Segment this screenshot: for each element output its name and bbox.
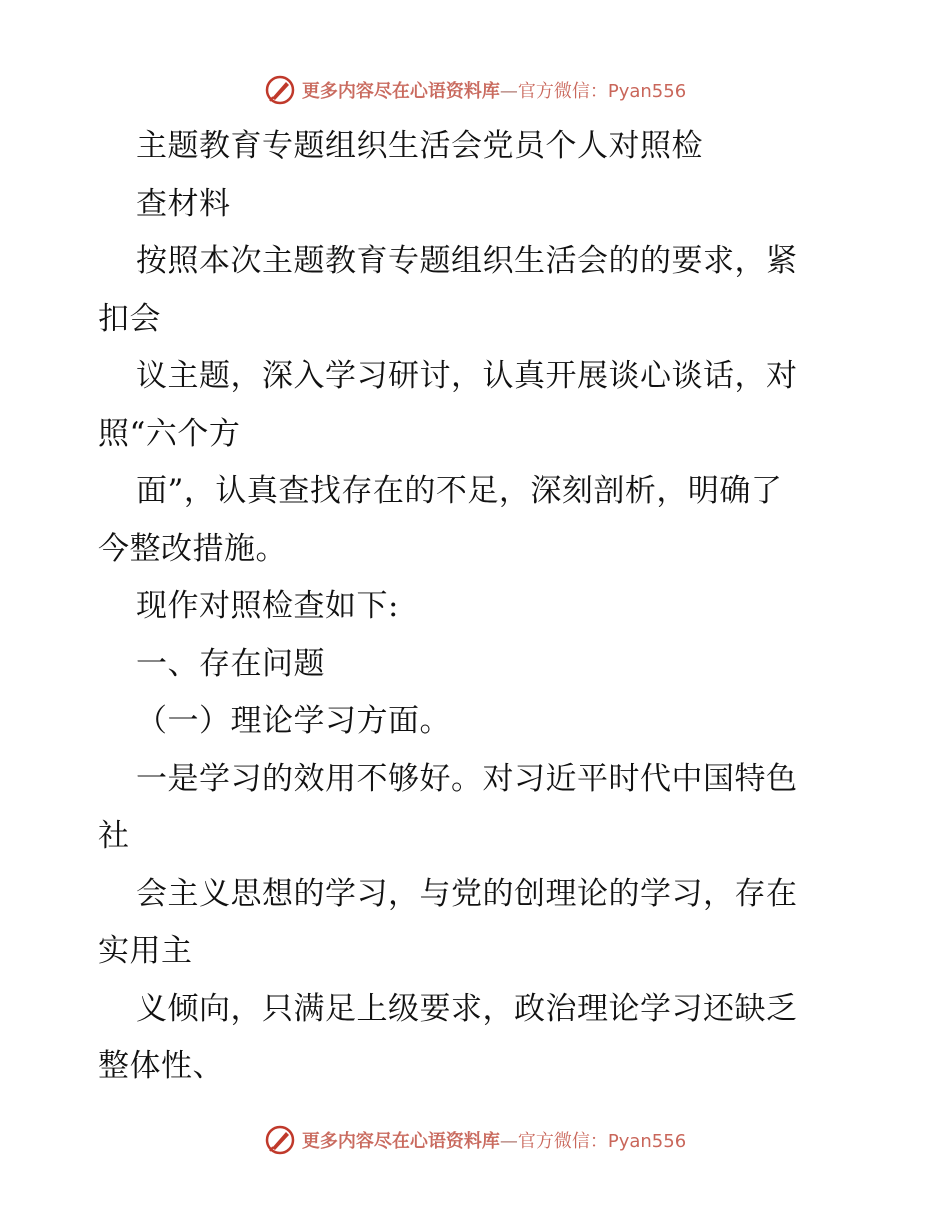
watermark-separator: — bbox=[499, 1131, 518, 1152]
quill-pen-seal-icon bbox=[264, 74, 296, 106]
title-line-1: 主题教育专题组织生活会党员个人对照检 bbox=[136, 128, 703, 164]
paragraph-line: 按照本次主题教育专题组织生活会的的要求，紧 bbox=[136, 243, 798, 279]
paragraph-line: 社 bbox=[98, 818, 130, 854]
header-watermark bbox=[0, 72, 950, 108]
paragraph-line: 义倾向，只满足上级要求，政治理论学习还缺乏 bbox=[136, 990, 798, 1027]
paragraph-line: 一是学习的效用不够好。对习近平时代中国特色 bbox=[136, 760, 798, 797]
quill-pen-seal-icon bbox=[264, 1124, 296, 1156]
paragraph-line: 今整改措施。 bbox=[98, 530, 287, 567]
paragraph-line: 会主义思想的学习，与党的创理论的学习，存在 bbox=[136, 875, 798, 912]
paragraph-line: 实用主 bbox=[98, 933, 193, 969]
paragraph-line: 整体性、 bbox=[98, 1048, 224, 1084]
watermark-brand: 更多内容尽在心语资料库 bbox=[301, 81, 500, 102]
document-body bbox=[98, 118, 858, 1096]
watermark-text bbox=[302, 77, 686, 103]
watermark-contact: 官方微信：Pyan556 bbox=[517, 81, 687, 102]
watermark-text bbox=[302, 1127, 686, 1153]
paragraph-line: 面”，认真查找存在的不足，深刻剖析，明确了 bbox=[136, 473, 783, 509]
title-line-2: 查材料 bbox=[136, 185, 231, 222]
watermark-contact: 官方微信：Pyan556 bbox=[517, 1131, 687, 1152]
section-heading: 一、存在问题 bbox=[136, 645, 325, 682]
watermark-separator: — bbox=[499, 81, 518, 102]
paragraph-line: 照“六个方 bbox=[98, 415, 241, 452]
paragraph-line: 议主题，深入学习研讨，认真开展谈心谈话，对 bbox=[136, 358, 798, 394]
footer-watermark bbox=[0, 1122, 950, 1158]
paragraph-line: 扣会 bbox=[98, 300, 161, 337]
subsection-heading: （一）理论学习方面。 bbox=[136, 703, 451, 739]
watermark-brand: 更多内容尽在心语资料库 bbox=[301, 1131, 500, 1152]
paragraph-line: 现作对照检查如下: bbox=[136, 588, 399, 624]
